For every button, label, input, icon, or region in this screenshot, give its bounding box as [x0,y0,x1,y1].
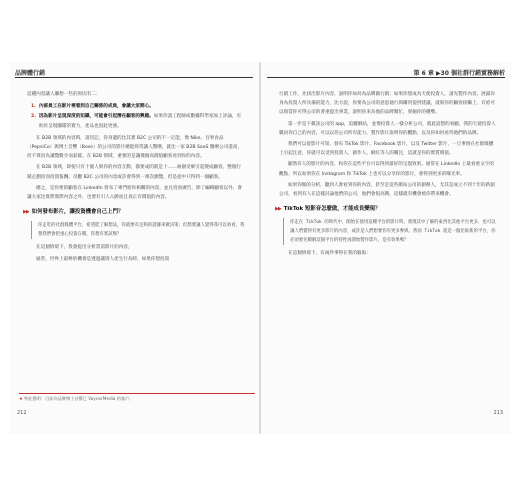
book-spread [9,62,511,434]
list-text [39,112,245,130]
paragraph: 在這個情境下，我會提出分析當前影片的內容， [36,245,133,251]
page-number-right: 213 [493,410,503,416]
footnote-mark: ★ [19,396,23,401]
list-item [31,102,245,111]
paragraph: 在 B2B 領域，即使只有十個人與你的內容互動，都要成的就是十……兩個受眾引起變成顧客，整個行銷企劃因而投資報酬。反觀 B2C 公司的內容或許會得到一萬次瀏覽，但是從中只得到一個顧客。 [27,165,242,180]
paragraph: 第一步是下載該公司的 app，追蹤網站，並像投資人一樣分析公司，就此設想的看顧，我的天使投資人職員你自己的內容，可以以你公司所有能力，製作影片說明你的觀點，以及你如何看待他們的品牌。 [279,121,496,136]
list-text [39,102,154,111]
paragraph: 行銷工作，先找出影片內容，說明你如何為品牌做行銷；如果你想成為天使投資人，請先製作內容，展露你身為投資人所具備的能力，比方說，你要為公司的意思通行與購買提供建議，就與你的顧客接觸上，有給可以與當你可得公司的著重提出事業，說明你來為他的品牌幫忙，發掘你的優勢。 [279,92,495,116]
list-item [31,112,245,130]
section-heading [23,208,245,217]
list-bold: 內部員工在影片裡看到自己關係的成員，會讓大家開心。 [38,104,154,110]
paragraph: 如果你做的分析，聽到人會看到你的內容，甚至是這些網站公司的創辦人，尤其是成立不到十年的新創公司，看到有人在這樣討論他們的公司，他們會很高興，這樣就有機會被你帶來機會。 [279,182,495,198]
right-page [261,62,511,434]
section-title: TikTok 短影音怎麼做，才能成長變現？ [283,206,381,213]
page-number-left: 212 [17,410,27,416]
arrow-icon: ▶▶ [23,209,29,216]
paragraph: 顯然有人的影片的內容，和你在這些平台可以得到最好的呈現效果。通常在 LinkedIn 上最看重文字的觀點，所以如果你在 Instagram 和 TikTok 上也可以分享你的影片，會得到更多的曝光率。 [279,162,494,177]
paragraph: 通常，世界上最棒的機會是透過讓別人產生行為時，如果你想投資 [36,256,170,262]
list-rest: 如果你請工程師或數據科學家加上評論，有助於呈現團隊的實力，產品也因此更強。 [38,114,242,129]
list-number: 2. [31,114,36,120]
list-bold: 因為影片呈現深度的知識，可能會引起潛在顧客的興趣。 [38,114,154,120]
quote-block: 你走在 TikTok 的時代中，開始在使用這種平台的影片時，發現其中了解的東西比其他平台更多，也可以讓人們覺得有更多影片的內容，或許是人們想要你有更多參與。然而 TikTok 還是一個比較新的平台，你必須要先瞭解這個平台的特性再開始製作影片，是有效果嗎？ [283,218,497,245]
running-header-left: 品牌體行銷 [15,70,46,77]
section-title: 如何發布影片，讓投資機會自己上門？ [31,209,124,216]
intro-paragraph: 這種內容讓人聯想一些的原因有二： [27,92,101,97]
section-heading [275,205,497,214]
left-page [9,62,259,434]
list-number: 1. [31,104,36,110]
numbered-list [31,102,245,131]
paragraph: 總之，是你要的顧客在 LinkedIn 發布了專門給你相關的內容，並且投放廣告，除了編輯顧客以外，會讓大家比實際實際內容之外，也要有引人入勝而且真正有價值的內容。 [27,185,242,201]
left-body [23,90,245,266]
paragraph: 我們可以從影片可知，發布 TikTok 影片、Facebook 影片，以及 Twitter 影片，一旦事情在社群媒體上引起注意，你就可以受到投資人、創作人、網紅等人的關注，這就是你的實質價值。 [279,142,494,157]
right-body [275,90,497,261]
footnote [19,393,255,402]
paragraph: 在這個情境下，有兩件事得在我的腦海： [288,251,371,257]
header-rule-right [267,77,505,78]
quote-block: 你走吃的社群媒體平台，希望能了解想法，你就要有足夠的證據來做決策；但想要讓人覺得我可以看看，我想我們會把重心投資在哪，你想有嘗試嗎？ [31,221,245,239]
paragraph: 在 B2B 領域的內容時，請切記，你身邊的比其實 B2C 公司的不一定能，像 Nike、百事食品（PepsiCo）與博士音響（Bose）的公司的影片總能經常讓人驚嘆，就比一家 B2B SaaS 醫療公司還高，但不算因為讓覽數少而氣餒。在 B2B 領域，重要的是讓幾個高價值顧客看到你的內容。 [27,135,243,160]
arrow-icon: ▶▶ [275,206,281,213]
running-header-right: 第 6 章 ▶30 個社群行銷實務解析 [413,70,505,77]
footnote-text: 特此聲明：目前為品牌博士音響已 VaynerMedia 的客戶。 [24,396,134,401]
header-rule-left [15,77,253,78]
